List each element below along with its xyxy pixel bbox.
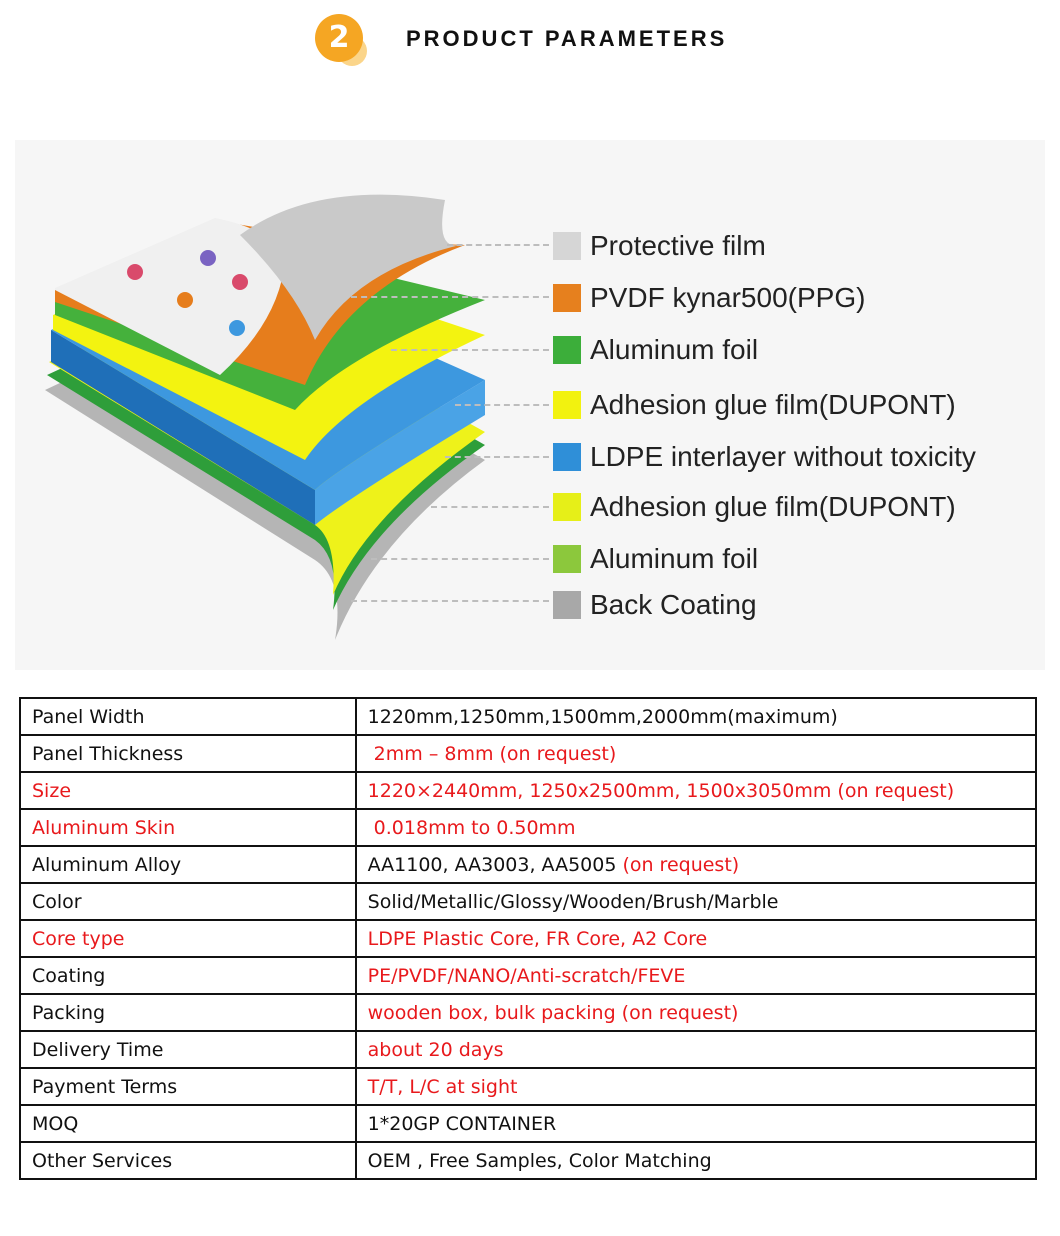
table-row	[20, 1068, 1036, 1105]
legend-label: Aluminum foil	[590, 543, 759, 574]
leader-line	[447, 244, 549, 246]
table-row	[20, 1105, 1036, 1142]
parameter-value	[356, 1068, 1036, 1105]
parameter-name: Panel Thickness	[20, 735, 356, 772]
legend-label: Back Coating	[590, 589, 757, 620]
table-row	[20, 883, 1036, 920]
legend-swatch	[553, 232, 581, 260]
parameter-value-text: LDPE Plastic Core, FR Core, A2 Core	[367, 927, 708, 950]
step-number: 2	[315, 14, 363, 62]
parameter-name: Color	[20, 883, 356, 920]
parameter-value-text: wooden box, bulk packing (on request)	[367, 1001, 739, 1024]
legend-swatch	[553, 591, 581, 619]
parameter-value-text: 2mm – 8mm (on request)	[367, 742, 617, 765]
legend-label: LDPE interlayer without toxicity	[590, 441, 976, 472]
parameter-value	[356, 920, 1036, 957]
parameter-name: Coating	[20, 957, 356, 994]
section-title: PRODUCT PARAMETERS	[406, 26, 728, 51]
step-number-badge	[315, 14, 365, 64]
table-row	[20, 735, 1036, 772]
legend-swatch	[553, 443, 581, 471]
legend-label: Protective film	[590, 230, 766, 261]
table-row	[20, 772, 1036, 809]
leader-line	[455, 404, 549, 406]
parameter-name: Delivery Time	[20, 1031, 356, 1068]
parameter-value	[356, 698, 1036, 735]
legend-label: PVDF kynar500(PPG)	[590, 282, 866, 313]
parameter-name: Core type	[20, 920, 356, 957]
layer-legend	[15, 140, 1045, 670]
parameter-value	[356, 772, 1036, 809]
parameter-value	[356, 883, 1036, 920]
legend-swatch	[553, 545, 581, 573]
parameter-name: Other Services	[20, 1142, 356, 1179]
legend-label: Aluminum foil	[590, 334, 759, 365]
parameter-value	[356, 1105, 1036, 1142]
parameter-value-text: OEM , Free Samples, Color Matching	[367, 1149, 712, 1172]
legend-swatch	[553, 391, 581, 419]
parameter-name: Payment Terms	[20, 1068, 356, 1105]
parameter-value	[356, 994, 1036, 1031]
leader-line	[351, 600, 549, 602]
parameter-value	[356, 1031, 1036, 1068]
parameter-name: Packing	[20, 994, 356, 1031]
parameter-value	[356, 957, 1036, 994]
leader-line	[351, 296, 549, 298]
parameter-value	[356, 846, 1036, 883]
parameter-value-text: AA1100, AA3003, AA5005	[367, 853, 617, 876]
legend-swatch	[553, 284, 581, 312]
leader-line	[445, 456, 549, 458]
parameter-name: Aluminum Alloy	[20, 846, 356, 883]
table-row	[20, 1031, 1036, 1068]
parameter-value-text: Solid/Metallic/Glossy/Wooden/Brush/Marble	[367, 890, 779, 913]
parameter-value	[356, 809, 1036, 846]
leader-line	[391, 349, 549, 351]
legend-swatch	[553, 493, 581, 521]
legend-swatch	[553, 336, 581, 364]
parameter-value-text: T/T, L/C at sight	[367, 1075, 518, 1098]
leader-line	[431, 506, 549, 508]
table-row	[20, 1142, 1036, 1179]
parameter-value-text: PE/PVDF/NANO/Anti-scratch/FEVE	[367, 964, 686, 987]
parameter-value-text: 1220mm,1250mm,1500mm,2000mm(maximum)	[367, 705, 838, 728]
parameter-name: Aluminum Skin	[20, 809, 356, 846]
table-row	[20, 920, 1036, 957]
parameter-value-text: about 20 days	[367, 1038, 504, 1061]
parameter-value-note: (on request)	[622, 853, 740, 876]
parameter-name: Panel Width	[20, 698, 356, 735]
parameter-value-text: 1220×2440mm, 1250x2500mm, 1500x3050mm (on request)	[367, 779, 955, 802]
parameter-name: MOQ	[20, 1105, 356, 1142]
parameter-value	[356, 735, 1036, 772]
table-row	[20, 698, 1036, 735]
section-header	[0, 0, 1060, 90]
parameter-value	[356, 1142, 1036, 1179]
parameter-value-text: 0.018mm to 0.50mm	[367, 816, 576, 839]
parameter-value-text: 1*20GP CONTAINER	[367, 1112, 557, 1135]
layer-structure-diagram	[15, 140, 1045, 670]
table-row	[20, 957, 1036, 994]
table-row	[20, 846, 1036, 883]
legend-label: Adhesion glue film(DUPONT)	[590, 491, 956, 522]
parameter-name: Size	[20, 772, 356, 809]
table-row	[20, 994, 1036, 1031]
legend-label: Adhesion glue film(DUPONT)	[590, 389, 956, 420]
leader-line	[371, 558, 549, 560]
table-row	[20, 809, 1036, 846]
product-parameters-table	[19, 697, 1037, 1180]
